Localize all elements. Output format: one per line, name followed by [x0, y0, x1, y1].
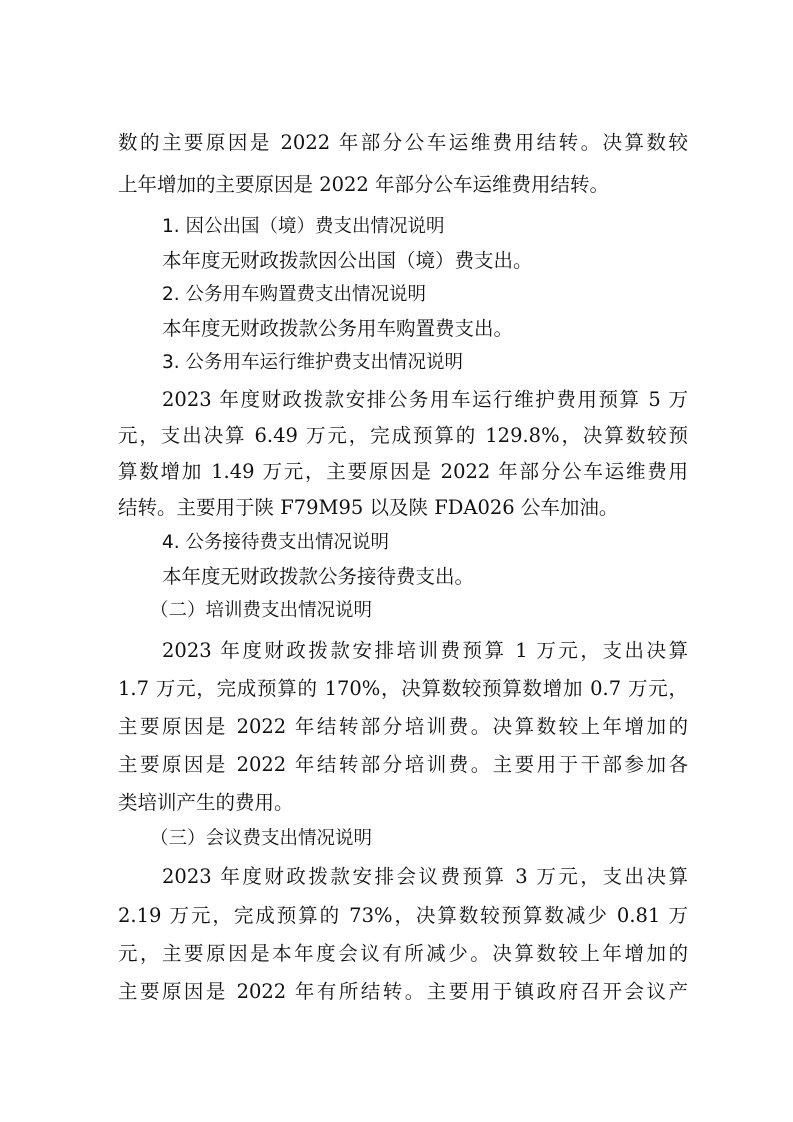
- paragraph-line: 类培训产生的费用。: [118, 791, 294, 814]
- paragraph-line: 2023 年度财政拨款安排会议费预算 3 万元，支出决算: [162, 865, 688, 888]
- paragraph-line: 本年度无财政拨款因公出国（境）费支出。: [162, 249, 533, 272]
- paragraph-line: 2.19 万元，完成预算的 73%，决算数较预算数减少 0.81 万: [118, 904, 688, 927]
- paragraph-line: 2023 年度财政拨款安排公务用车运行维护费用预算 5 万: [162, 388, 688, 411]
- paragraph-line: 2023 年度财政拨款安排培训费预算 1 万元，支出决算: [162, 639, 688, 662]
- section-heading-2: 2. 公务用车购置费支出情况说明: [162, 284, 427, 305]
- paragraph-line: 元，主要原因是本年度会议有所减少。决算数较上年增加的: [118, 942, 688, 965]
- paragraph-line: 元，支出决算 6.49 万元，完成预算的 129.8%，决算数较预: [118, 424, 688, 447]
- section-heading-training: （二）培训费支出情况说明: [150, 600, 373, 621]
- paragraph-line: 主要原因是 2022 年有所结转。主要用于镇政府召开会议产: [118, 980, 688, 1003]
- paragraph-line: 算数增加 1.49 万元，主要原因是 2022 年部分公车运维费用: [118, 460, 688, 483]
- section-heading-1: 1. 因公出国（境）费支出情况说明: [162, 216, 445, 237]
- paragraph-line: 主要原因是 2022 年结转部分培训费。决算数较上年增加的: [118, 715, 688, 738]
- section-heading-meeting: （三）会议费支出情况说明: [150, 828, 373, 849]
- paragraph-line: 1.7 万元，完成预算的 170%，决算数较预算数增加 0.7 万元，: [118, 677, 688, 700]
- paragraph-line: 上年增加的主要原因是 2022 年部分公车运维费用结转。: [118, 173, 610, 196]
- paragraph-line: 结转。主要用于陕 F79M95 以及陕 FDA026 公车加油。: [118, 496, 619, 519]
- section-heading-3: 3. 公务用车运行维护费支出情况说明: [162, 352, 464, 373]
- paragraph-line: 本年度无财政拨款公务接待费支出。: [162, 565, 475, 588]
- section-heading-4: 4. 公务接待费支出情况说明: [162, 532, 390, 553]
- paragraph-line: 主要原因是 2022 年结转部分培训费。主要用于干部参加各: [118, 753, 688, 776]
- paragraph-line: 数的主要原因是 2022 年部分公车运维费用结转。决算数较: [118, 131, 688, 154]
- paragraph-line: 本年度无财政拨款公务用车购置费支出。: [162, 317, 514, 340]
